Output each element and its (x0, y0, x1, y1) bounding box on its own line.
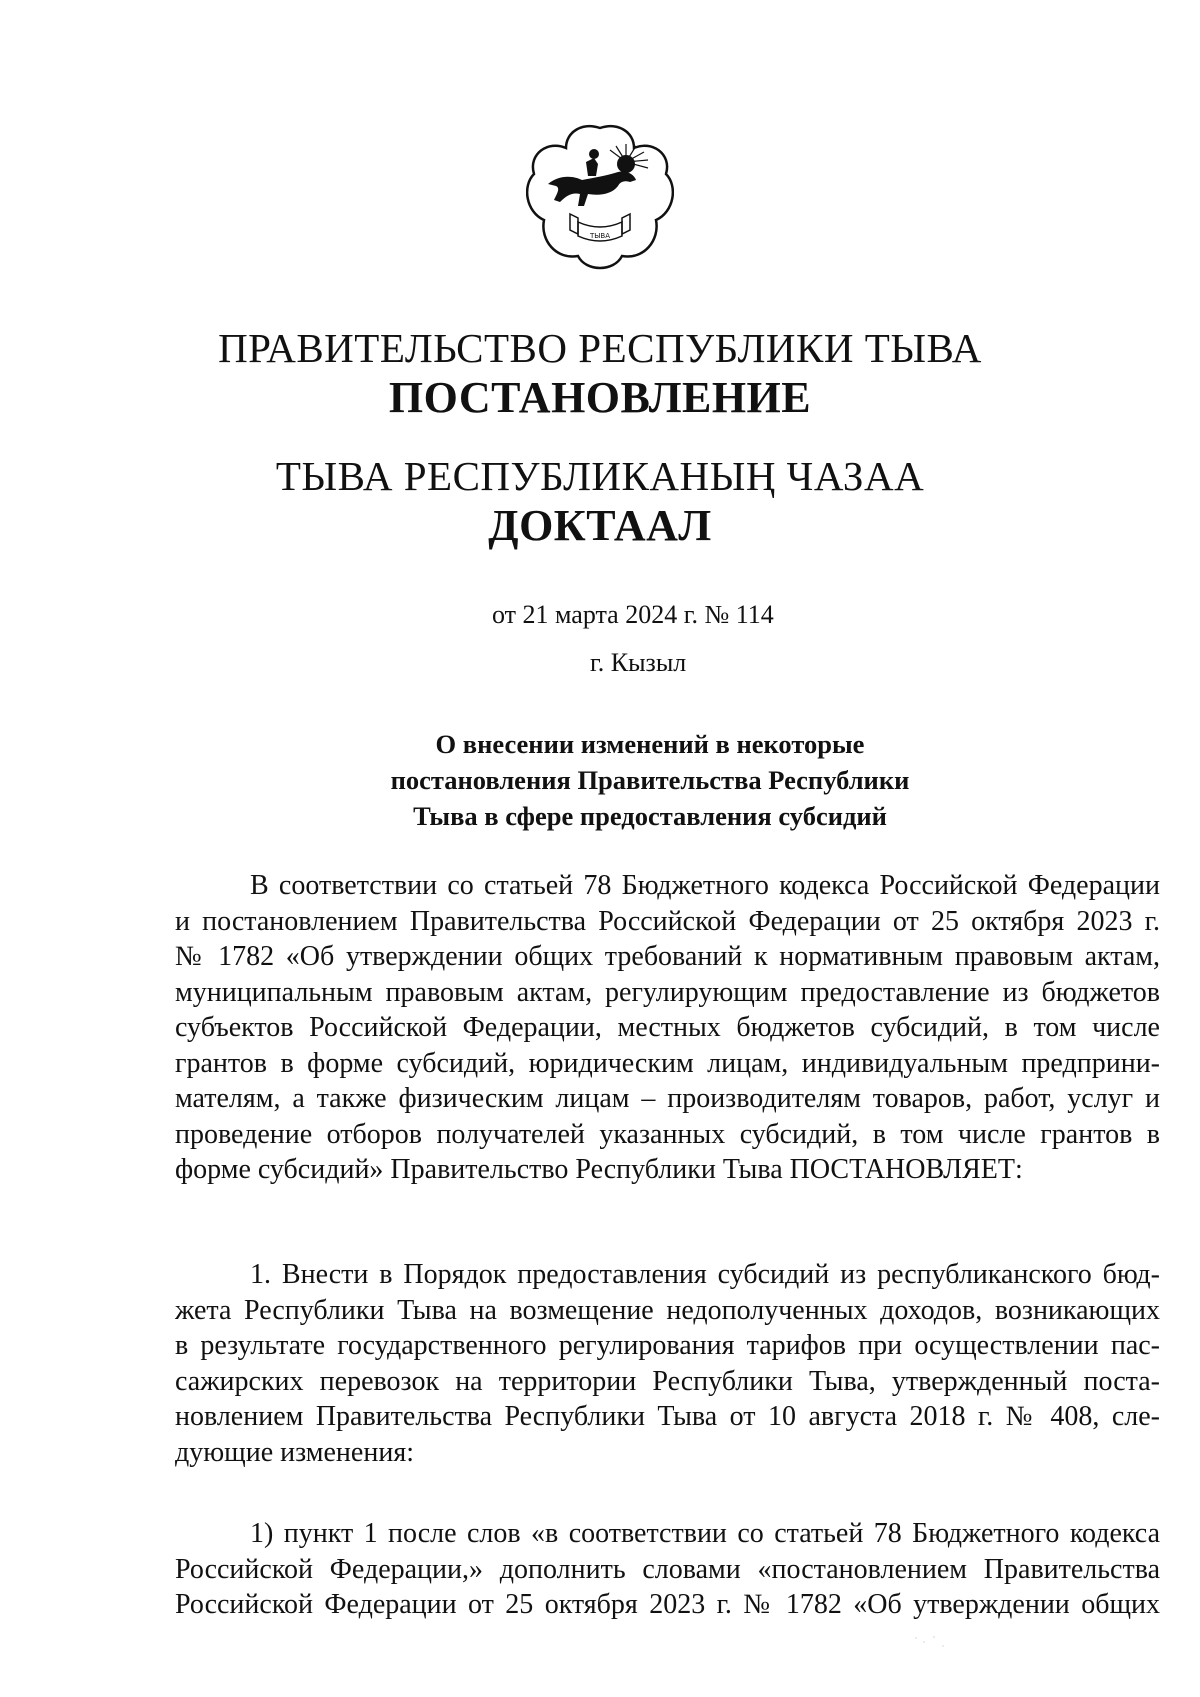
government-name-tyv: ТЫВА РЕСПУБЛИКАНЫҢ ЧАЗАА (275, 453, 925, 499)
paragraph-line: мателям, а также физическим лицам – производителям товаров, работ, услуг и (175, 1083, 1160, 1114)
paragraph-line: Российской Федерации от 25 октября 2023 г. № 1782 «Об утверждении общих (175, 1589, 1160, 1620)
coat-of-arms-tuva-icon (526, 122, 674, 272)
item-1-paragraph (175, 1257, 1160, 1470)
paragraph-line: муниципальным правовым актам, регулирующим предоставление из бюджетов (175, 976, 1160, 1008)
paragraph-line: дующие изменения: (175, 1436, 414, 1468)
paragraph-line: новлением Правительства Республики Тыва от 10 августа 2018 г. № 408, сле- (175, 1401, 1160, 1432)
title-line: постановления Правительства Республики (390, 765, 910, 795)
decree-date-number: от 21 марта 2024 г. № 114 (492, 600, 774, 629)
paragraph-line: грантов в форме субсидий, юридическим лицам, индивидуальным предприни- (175, 1047, 1160, 1079)
paragraph-line: сажирских перевозок на территории Республики Тыва, утвержденный поста- (175, 1365, 1160, 1397)
title-line: О внесении изменений в некоторые (435, 729, 865, 759)
paragraph-line: проведение отборов получателей указанных субсидий, в том числе грантов в (175, 1118, 1160, 1150)
decree-city: г. Кызыл (590, 648, 687, 677)
paragraph-line: Российской Федерации,» дополнить словами «постановлением Правительства (175, 1553, 1160, 1585)
paragraph-line: субъектов Российской Федерации, местных бюджетов субсидий, в том числе (175, 1012, 1160, 1043)
decree-heading-ru: ПОСТАНОВЛЕНИЕ (388, 373, 812, 422)
paragraph-line: 1. Внести в Порядок предоставления субсидий из республиканского бюд- (250, 1259, 1160, 1290)
paragraph-line: форме субсидий» Правительство Республики Тыва ПОСТАНОВЛЯЕТ: (175, 1154, 1023, 1185)
government-name-ru: ПРАВИТЕЛЬСТВО РЕСПУБЛИКИ ТЫВА (218, 325, 982, 371)
paragraph-line: В соответствии со статьей 78 Бюджетного кодекса Российской Федерации (250, 870, 1160, 901)
svg-text:ТЫВА: ТЫВА (589, 232, 611, 240)
preamble-paragraph (175, 868, 1160, 1188)
paragraph-line: 1) пункт 1 после слов «в соответствии со статьей 78 Бюджетного кодекса (250, 1518, 1160, 1549)
title-line: Тыва в сфере предоставления субсидий (413, 801, 887, 831)
item-1-1-paragraph (175, 1516, 1160, 1623)
paragraph-line: в результате государственного регулирования тарифов при осуществлении пас- (175, 1330, 1160, 1361)
paragraph-line: № 1782 «Об утверждении общих требований к нормативным правовым актам, (175, 941, 1160, 972)
scan-artifact-icon (910, 1632, 950, 1652)
decree-title (340, 726, 960, 834)
paragraph-line: и постановлением Правительства Российской Федерации от 25 октября 2023 г. (175, 905, 1160, 937)
decree-heading-tyv: ДОКТААЛ (488, 501, 712, 550)
paragraph-line: жета Республики Тыва на возмещение недополученных доходов, возникающих (175, 1294, 1160, 1326)
